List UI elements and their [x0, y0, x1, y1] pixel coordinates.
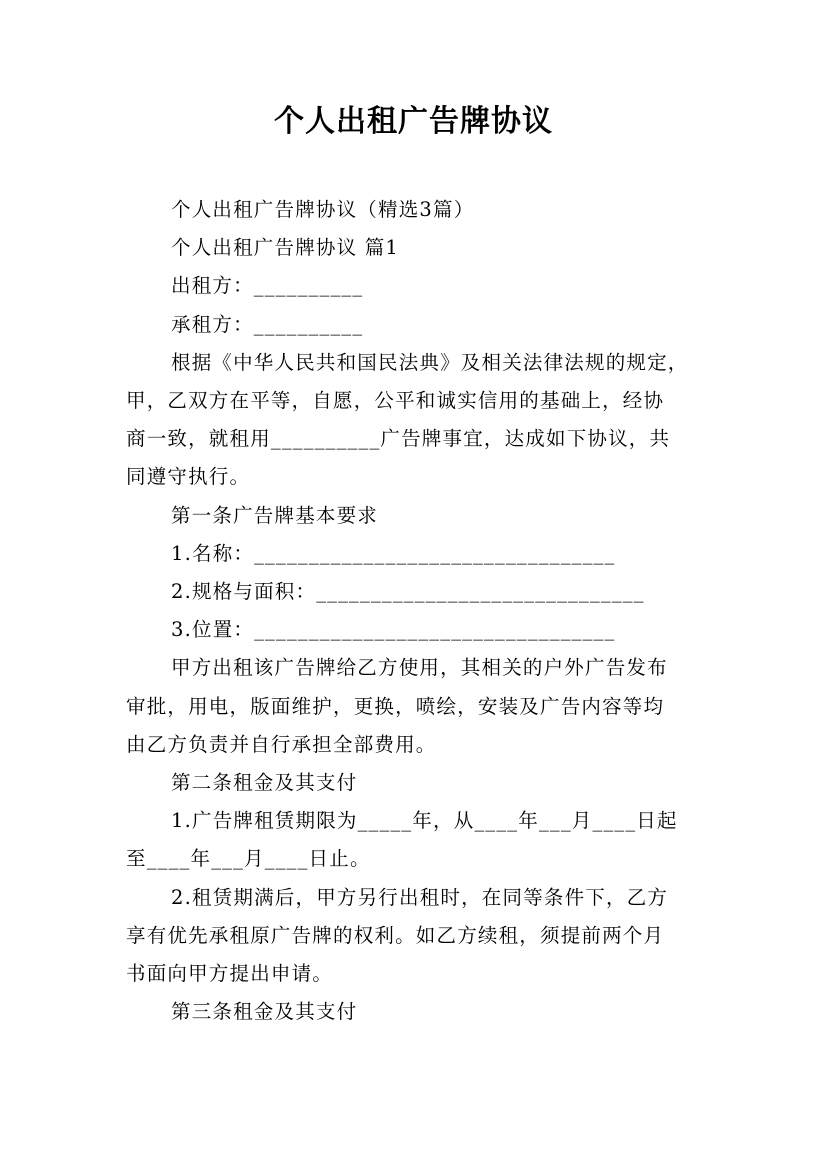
lease-term-line-2: 至____年___月____日止。 [126, 847, 371, 871]
document-title: 个人出租广告牌协议 [274, 104, 553, 139]
location-field: 3.位置：_________________________________ [171, 618, 616, 642]
article-2-heading: 第二条租金及其支付 [171, 771, 358, 795]
section-heading: 个人出租广告牌协议 篇1 [171, 236, 400, 260]
renewal-line-1: 2.租赁期满后，甲方另行出租时，在同等条件下，乙方 [171, 885, 669, 909]
article-1-heading: 第一条广告牌基本要求 [171, 503, 379, 527]
article-3-heading: 第三条租金及其支付 [171, 1000, 358, 1024]
renewal-line-2: 享有优先承租原广告牌的权利。如乙方续租，须提前两个月 [126, 923, 665, 947]
subtitle-line: 个人出租广告牌协议（精选3篇） [171, 198, 475, 221]
article-1-body-line-3: 由乙方负责并自行承担全部费用。 [126, 732, 437, 756]
intro-line-3: 商一致，就租用__________广告牌事宜，达成如下协议，共 [126, 427, 671, 451]
lease-term-line-1: 1.广告牌租赁期限为_____年，从____年___月____日起 [171, 809, 678, 833]
lessor-field: 出租方：__________ [171, 274, 364, 298]
name-field: 1.名称：_________________________________ [171, 541, 616, 565]
size-area-field: 2.规格与面积：______________________________ [171, 580, 645, 604]
document-body [126, 191, 704, 1031]
intro-line-2: 甲，乙双方在平等，自愿，公平和诚实信用的基础上，经协 [126, 389, 665, 413]
lessee-field: 承租方：__________ [171, 312, 364, 336]
article-1-body-line-2: 审批，用电，版面维护，更换，喷绘，安装及广告内容等均 [126, 694, 665, 718]
intro-line-1: 根据《中华人民共和国民法典》及相关法律法规的规定， [171, 350, 689, 374]
article-1-body-line-1: 甲方出租该广告牌给乙方使用，其相关的户外广告发布 [171, 656, 668, 680]
renewal-line-3: 书面向甲方提出申请。 [126, 962, 334, 986]
intro-line-4: 同遵守执行。 [126, 465, 251, 489]
